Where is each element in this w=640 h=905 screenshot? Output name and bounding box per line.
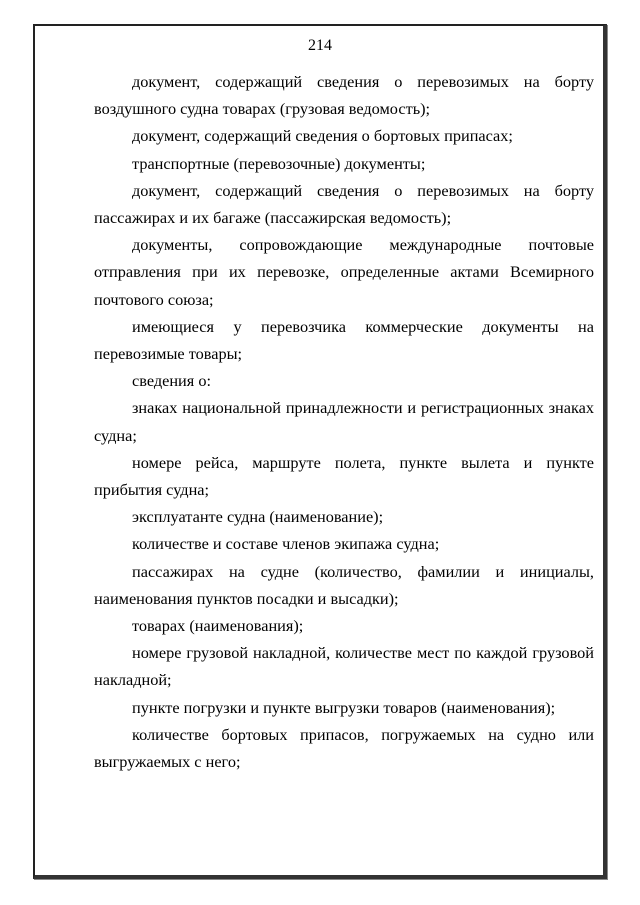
page-number: 214	[308, 37, 332, 54]
paragraph-loading-points: пункте погрузки и пункте выгрузки товаров (наименования);	[132, 697, 556, 717]
document-body	[94, 68, 594, 775]
paragraph-postal-documents: документы, сопровождающие международные почтовые отправления при их перевозке, определенные актами Всемирного почтового союза;	[94, 235, 594, 309]
paragraph-stores-quantity: количестве бортовых припасов, погружаемых на судно или выгружаемых с него;	[94, 724, 594, 772]
paragraph-commercial-documents: имеющиеся у перевозчика коммерческие документы на перевозимые товары;	[94, 316, 594, 364]
paragraph-cargo-manifest: документ, содержащий сведения о перевозимых на борту воздушного судна товарах (грузовая ведомость);	[94, 72, 594, 119]
paragraph-nationality-marks: знаках национальной принадлежности и регистрационных знаках судна;	[94, 398, 594, 445]
paragraph-waybill: номере грузовой накладной, количестве мест по каждой грузовой накладной;	[94, 643, 594, 690]
paragraph-goods: товарах (наименования);	[132, 616, 304, 636]
paragraph-information-about: сведения о:	[132, 371, 211, 391]
paragraph-flight-number: номере рейса, маршруте полета, пункте вылета и пункте прибытия судна;	[94, 452, 594, 500]
paragraph-transport-documents: транспортные (перевозочные) документы;	[132, 153, 426, 173]
paragraph-ship-stores: документ, содержащий сведения о бортовых припасах;	[132, 126, 513, 146]
paragraph-passenger-manifest: документ, содержащий сведения о перевозимых на борту пассажирах и их багаже (пассажирская ведомость);	[94, 180, 594, 228]
paragraph-passengers: пассажирах на судне (количество, фамилии и инициалы, наименования пунктов посадки и высадки);	[94, 561, 594, 608]
paragraph-crew: количестве и составе членов экипажа судна;	[132, 534, 440, 554]
paragraph-operator: эксплуатанте судна (наименование);	[132, 507, 384, 527]
